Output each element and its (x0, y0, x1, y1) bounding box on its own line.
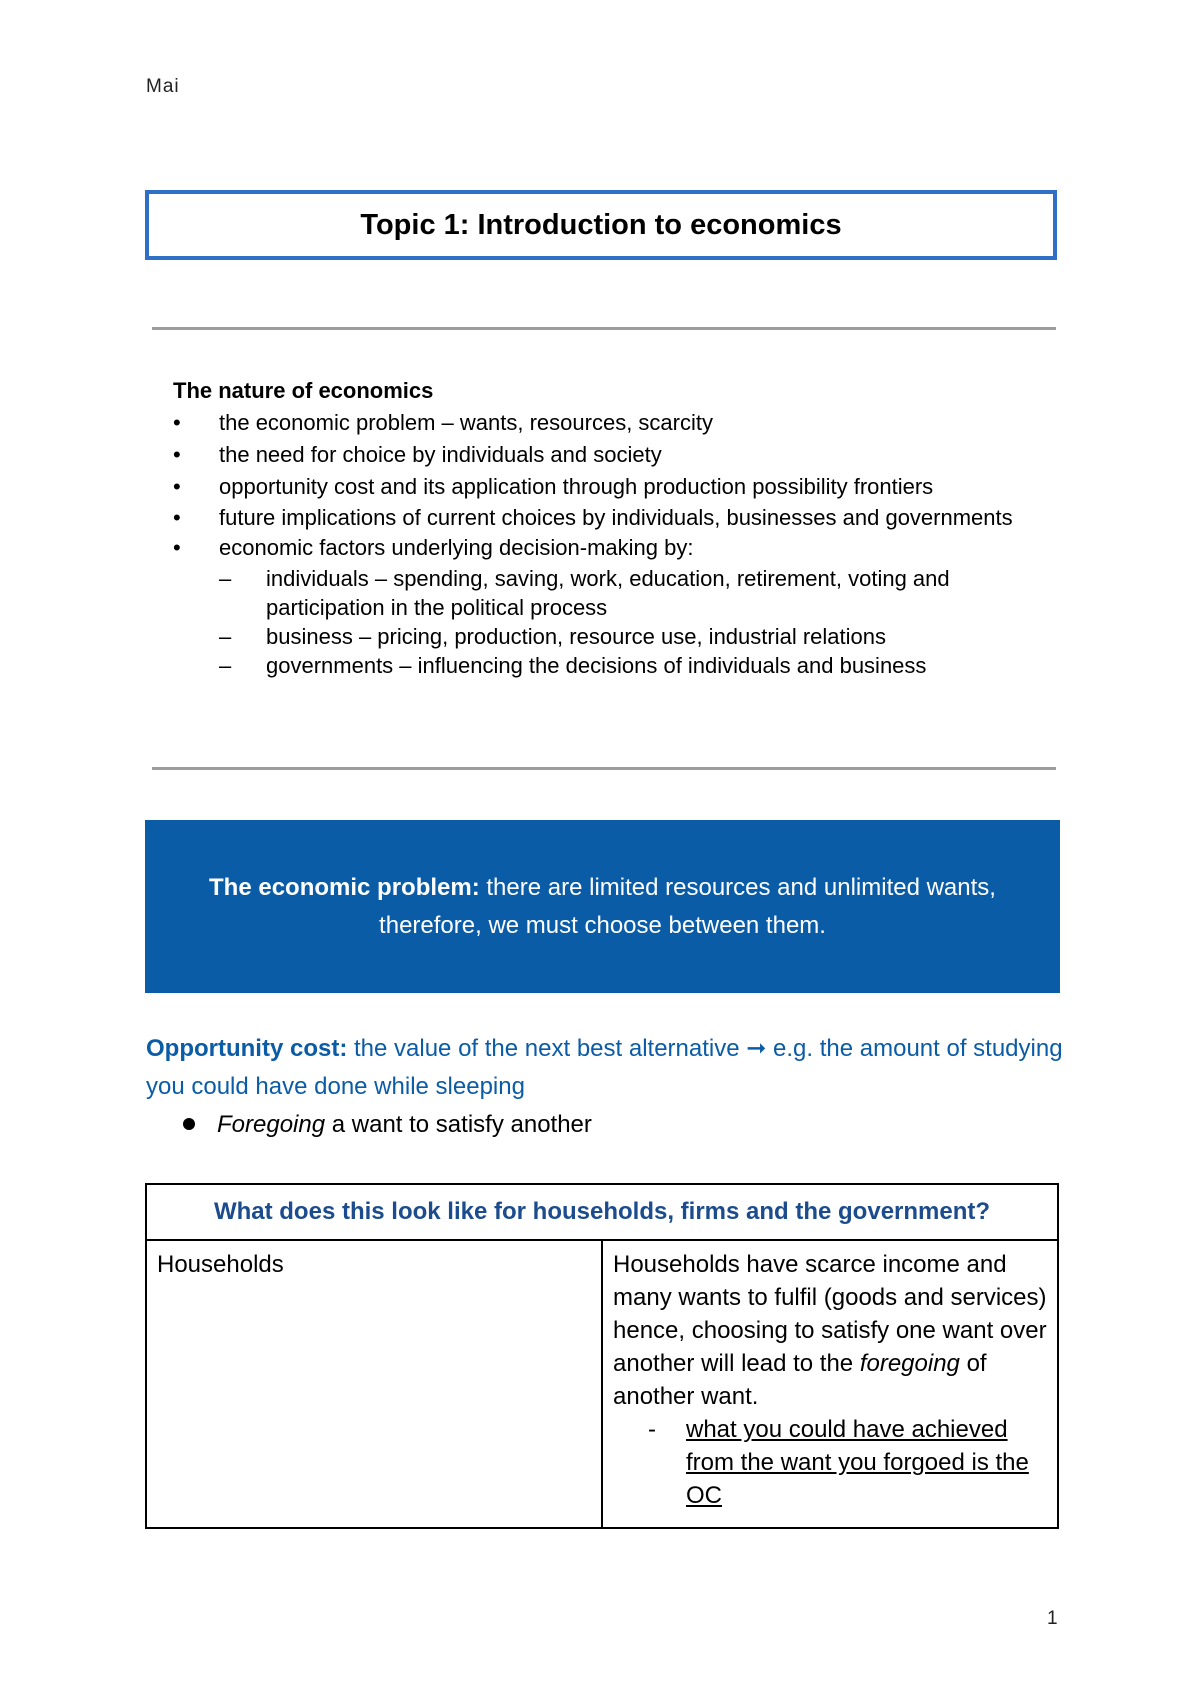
bullet-mark: • (173, 535, 181, 560)
economic-problem-text: The economic problem: there are limited resources and unlimited wants, therefore, we must choose between them. (209, 873, 996, 939)
syllabus-item: • opportunity cost and its application through production possibility frontiers (173, 471, 1053, 503)
opportunity-cost-label: Opportunity cost: (146, 1035, 348, 1062)
syllabus-item: • the need for choice by individuals and society (173, 439, 1053, 471)
divider-top (152, 327, 1056, 330)
syllabus-item: • the economic problem – wants, resources, scarcity (173, 407, 1053, 439)
economic-problem-label: The economic problem: (209, 873, 480, 901)
syllabus-subitem: – governments – influencing the decisions of individuals and business (219, 653, 927, 678)
bullet-mark: • (173, 505, 181, 530)
dash-mark: – (219, 566, 232, 591)
bullet-mark: • (173, 442, 181, 467)
dash-mark: - (648, 1416, 656, 1443)
bullet-mark: • (173, 410, 181, 435)
bullet-dot-icon (183, 1118, 195, 1130)
syllabus-list (173, 407, 1053, 680)
table-subnote: - what you could have achieved from the want you forgoed is the OC (648, 1413, 1047, 1512)
dash-mark: – (219, 624, 232, 649)
opportunity-cost-definition: Opportunity cost: the value of the next best alternative ➞ e.g. the amount of studying you could have done while sleeping (146, 1035, 1063, 1100)
syllabus-section (173, 375, 1053, 680)
table-header: What does this look like for households, firms and the government? (146, 1184, 1058, 1240)
bullet-mark: • (173, 474, 181, 499)
table-cell-label: Households (146, 1240, 602, 1528)
syllabus-subitem: – business – pricing, production, resource use, industrial relations (219, 624, 886, 649)
table-header-row (146, 1184, 1058, 1240)
syllabus-item: • economic factors underlying decision-making by: (173, 532, 1053, 564)
opportunity-cost-bullet: Foregoing a want to satisfy another (183, 1106, 592, 1144)
economic-problem-callout (145, 820, 1060, 993)
divider-bottom (152, 767, 1056, 770)
comparison-table (145, 1183, 1059, 1529)
page-title: Topic 1: Introduction to economics (360, 208, 842, 241)
table-row (146, 1240, 1058, 1528)
syllabus-subitem: – individuals – spending, saving, work, education, retirement, voting and participation in the political process (219, 566, 950, 620)
table-cell-description: Households have scarce income and many wants to fulfil (goods and services) hence, choosing to satisfy one want over another will lead to the foregoing of another want. - what you could have achieved from the want you forgoed is the OC (602, 1240, 1058, 1528)
dash-mark: – (219, 653, 232, 678)
syllabus-item: • future implications of current choices by individuals, businesses and governments (173, 505, 1013, 530)
page-number: 1 (1047, 1608, 1058, 1629)
title-box (145, 190, 1057, 260)
author-name: Mai (146, 76, 180, 97)
syllabus-heading: The nature of economics (173, 378, 434, 403)
